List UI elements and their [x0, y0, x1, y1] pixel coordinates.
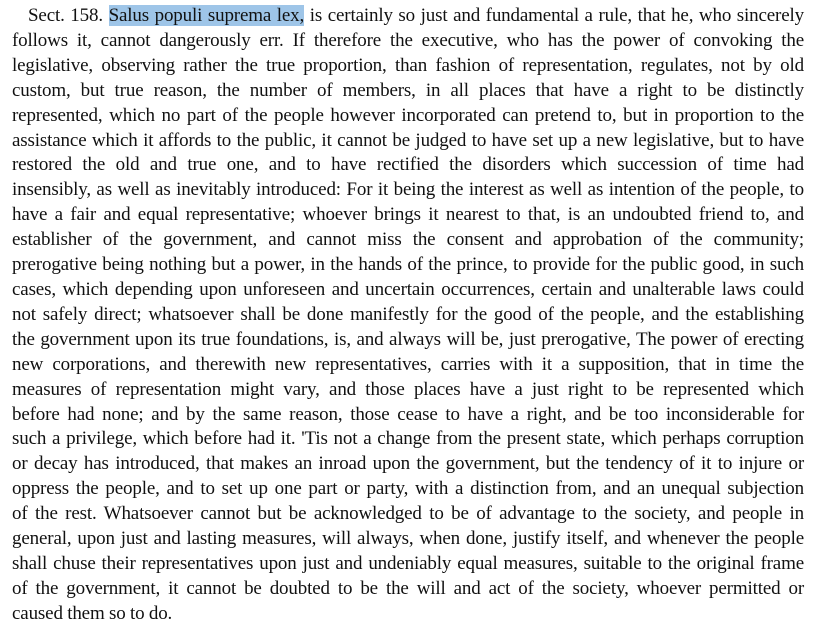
paragraph-line: the government upon its true foundations, is, and always will be, just prerogative, The power of erecting — [12, 328, 804, 350]
paragraph-line-first — [12, 4, 804, 29]
paragraph-line: insensibly, as well as inevitably introduced: For it being the interest as well as intention of the people, to — [12, 179, 804, 201]
paragraph-line: not safely direct; whatsoever shall be done manifestly for the good of the people, and the establishing — [12, 303, 804, 325]
paragraph-line: cases, which depending upon unforeseen and uncertain occurrences, certain and unalterable laws could — [12, 278, 804, 300]
paragraph-line: restored the old and true one, and to have rectified the disorders which succession of time had — [12, 154, 804, 176]
paragraph-line: oppress the people, and to set up one part or party, with a distinction from, and an unequal subjection — [12, 478, 804, 500]
paragraph-line-last: caused them so to do. — [12, 602, 173, 624]
line-text: is certainly so just and fundamental a rule, that he, who sincerely — [304, 5, 804, 26]
paragraph-line: represented, which no part of the people however incorporated can pretend to, but in proportion to the — [12, 104, 804, 126]
section-paragraph — [12, 4, 804, 627]
paragraph-line: or decay has introduced, that makes an inroad upon the government, but the tendency of it to injure or — [12, 453, 804, 475]
paragraph-line: assistance which it affords to the public, it cannot be judged to have set up a new legislative, but to have — [12, 129, 804, 151]
paragraph-line: of the rest. Whatsoever cannot but be acknowledged to be of advantage to the society, and people in — [12, 503, 804, 525]
section-label: Sect. 158. — [28, 5, 103, 26]
paragraph-line: new corporations, and therewith new representatives, carries with it a supposition, that in time the — [12, 353, 804, 375]
paragraph-line: have a fair and equal representative; whoever brings it nearest to that, is an undoubted friend to, and — [12, 204, 804, 226]
paragraph-line: legislative, observing rather the true proportion, than fashion of representation, regulates, not by old — [12, 54, 804, 76]
paragraph-line: custom, but true reason, the number of members, in all places that have a right to be distinctly — [12, 79, 804, 101]
paragraph-line: of the government, it cannot be doubted to be the will and act of the society, whoever permitted or — [12, 577, 804, 599]
paragraph-line: prerogative being nothing but a power, in the hands of the prince, to provide for the public good, in such — [12, 254, 804, 276]
paragraph-line: general, upon just and lasting measures, will always, when done, justify itself, and whenever the people — [12, 528, 804, 550]
paragraph-line: follows it, cannot dangerously err. If therefore the executive, who has the power of convoking the — [12, 29, 804, 51]
highlighted-selection[interactable]: Salus populi suprema lex, — [108, 5, 305, 26]
paragraph-line: establisher of the government, and cannot miss the consent and approbation of the community; — [12, 229, 804, 251]
paragraph-line: before had none; and by the same reason, those cease to have a right, and be too inconsiderable for — [12, 403, 804, 425]
paragraph-line: measures of representation might vary, and those places have a just right to be represented which — [12, 378, 804, 400]
paragraph-line: shall chuse their representatives upon just and undeniably equal measures, suitable to the original frame — [12, 552, 804, 574]
paragraph-line: such a privilege, which before had it. 'Tis not a change from the present state, which perhaps corruption — [12, 428, 804, 450]
